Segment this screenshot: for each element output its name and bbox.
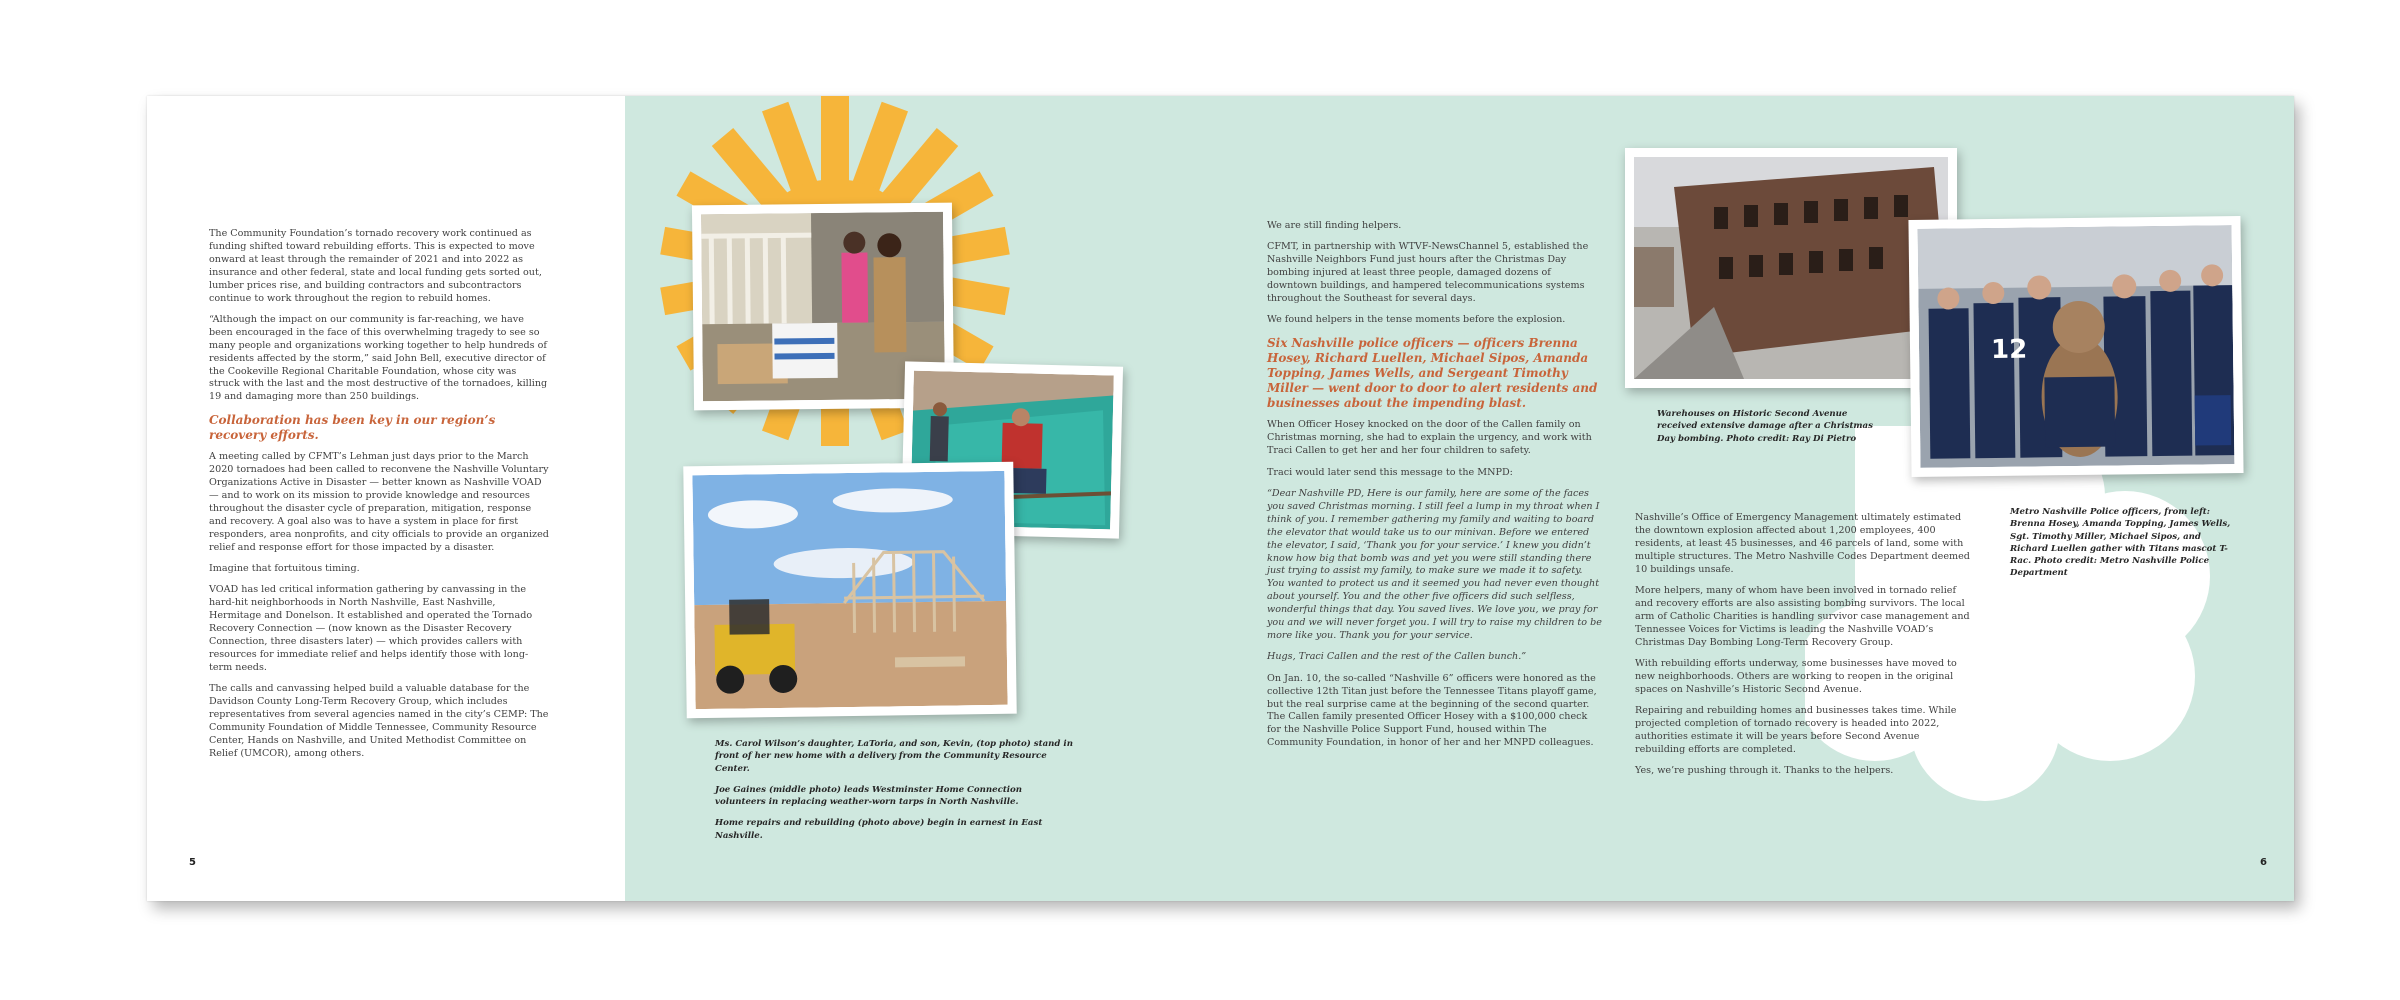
page-number: 6 xyxy=(2260,857,2267,868)
caption: Home repairs and rebuilding (photo above) begin in earnest in East Nashville. xyxy=(715,818,1043,841)
right-page xyxy=(625,96,2294,901)
paragraph: We found helpers in the tense moments before the explosion. xyxy=(1267,314,1566,326)
letter-quote: “Dear Nashville PD, Here is our family, here are some of the faces you saved Christmas morning. I still feel a lump in my throat when I think of you. I remember gathering my family and waiting to board the elevator that would take us to our minivan. Before we entered the elevator, I said, ‘Thank you for your service.’ I knew you didn’t know how big that bomb was and yet you were still standing there just trying to assist my family, to make sure we made it to safety. You wanted to protect us and it seemed you had never even thought about yourself. You and the other five officers did such selfless, wonderful things that day. You saved lives. We love you, we pray for you and we will never forget you. I will try to raise my children to be more like you. Thank you for your service. xyxy=(1267,487,1602,641)
paragraph: A meeting called by CFMT’s Lehman just days prior to the March 2020 tornadoes had been called to reconvene the Nashville Voluntary Organizations Active in Disaster — better known as Nashville VOAD — and to work on its mission to provide knowledge and resources throughout the disaster cycle of preparation, mitigation, response and recovery. A goal also was to have a system in place for first responders, area nonprofits, and city officials to provide an organized relief and response effort for those impacted by a disaster. xyxy=(209,451,549,553)
caption-warehouses: Warehouses on Historic Second Avenue received extensive damage after a Christmas Day bombing. Photo credit: Ray Di Pietro xyxy=(1657,409,1873,444)
paragraph: VOAD has led critical information gathering by canvassing in the hard-hit neighborhoods in North Nashville, East Nashville, Hermitage and Donelson. It established and operated the Tornado Recovery Connection — (now known as the Disaster Recovery Connection, three disasters later) — which provides callers with resources for immediate relief and helps identify those with long-term needs. xyxy=(209,584,533,673)
magazine-spread xyxy=(147,96,2294,901)
caption-police: Metro Nashville Police officers, from left: Brenna Hosey, Amanda Topping, James Wells, Sgt. Timothy Miller, Michael Sipos, and Richard Luellen gather with Titans mascot T-Rac. Photo credit: Metro Nashville Police Department xyxy=(2010,507,2231,579)
letter-signoff: Hugs, Traci Callen and the rest of the Callen bunch.” xyxy=(1267,651,1527,663)
paragraph: CFMT, in partnership with WTVF-NewsChannel 5, established the Nashville Neighbors Fund just hours after the Christmas Day bombing injured at least three people, damaged dozens of downtown buildings, and hampered telecommunications systems throughout the Southeast for several days. xyxy=(1267,241,1589,305)
right-text-column xyxy=(1635,512,1970,787)
paragraph: We are still finding helpers. xyxy=(1267,220,1402,231)
left-text-column xyxy=(209,228,549,769)
middle-text-column xyxy=(1267,220,1602,759)
highlight-quote: Six Nashville police officers — officers Brenna Hosey, Richard Luellen, Michael Sipos, Amanda Topping, James Wells, and Sergeant Timothy Miller — went door to door to alert residents and businesses about the impending blast. xyxy=(1267,335,1598,410)
paragraph: Nashville’s Office of Emergency Management ultimately estimated the downtown explosion affected about 1,200 employees, 400 residents, at least 45 businesses, and 46 parcels of land, some with multiple structures. The Metro Nashville Codes Department deemed 10 buildings unsafe. xyxy=(1635,512,1970,575)
caption: Ms. Carol Wilson’s daughter, LaToria, and son, Kevin, (top photo) stand in front of her new home with a delivery from the Community Resource Center. xyxy=(715,739,1073,774)
paragraph: The Community Foundation’s tornado recovery work continued as funding shifted toward rebuilding efforts. This is expected to move onward at least through the remainder of 2021 and into 2022 as insurance and other federal, state and local funding gets sorted out, lumber prices rise, and building contractors and subcontractors continue to work throughout the region to rebuild homes. xyxy=(209,228,542,304)
paragraph: “Although the impact on our community is far-reaching, we have been encouraged in the face of this overwhelming tragedy to see so many people and organizations working together to help hundreds of residents affected by the storm,” said John Bell, executive director of the Cookeville Regional Charitable Foundation, whose city was struck with the last and the most destructive of the tornadoes, killing 19 and damaging more than 250 buildings. xyxy=(209,313,548,403)
paragraph: Yes, we’re pushing through it. Thanks to the helpers. xyxy=(1635,765,1894,777)
paragraph: Repairing and rebuilding homes and businesses takes time. While projected completion of tornado recovery is headed into 2022, authorities estimate it will be years before Second Avenue rebuilding efforts are completed. xyxy=(1635,705,1957,755)
left-page xyxy=(147,96,625,901)
photo-police-officers xyxy=(1908,216,2243,477)
photo-captions xyxy=(715,738,1075,851)
paragraph: Imagine that fortuitous timing. xyxy=(209,563,360,575)
photo-construction xyxy=(683,462,1016,719)
paragraph: When Officer Hosey knocked on the door of the Callen family on Christmas morning, she had to explain the urgency, and work with Traci Callen to get her and her four children to safety. xyxy=(1267,419,1592,457)
page-number: 5 xyxy=(189,857,196,868)
paragraph: Traci would later send this message to the MNPD: xyxy=(1267,466,1513,478)
photo-warehouses xyxy=(1625,148,1957,388)
caption: Joe Gaines (middle photo) leads Westminster Home Connection volunteers in replacing weather-worn tarps in North Nashville. xyxy=(715,784,1023,808)
jersey-number: 12 xyxy=(1990,334,2028,366)
paragraph: On Jan. 10, the so-called “Nashville 6” officers were honored as the collective 12th Titan just before the Tennessee Titans playoff game, but the real surprise came at the beginning of the second quarter. The Callen family presented Officer Hosey with a $100,000 check for the Nashville Police Support Fund, housed within The Community Foundation, in honor of her and her MNPD colleagues. xyxy=(1267,672,1597,749)
paragraph: The calls and canvassing helped build a valuable database for the Davidson County Long-Term Recovery Group, which includes representatives from several agencies named in the city’s CEMP: The Community Foundation of Middle Tennessee, Community Resource Center, Hands on Nashville, and United Methodist Committee on Relief (UMCOR), among others. xyxy=(209,683,549,759)
subhead: Collaboration has been key in our region’s recovery efforts. xyxy=(209,412,496,442)
paragraph: With rebuilding efforts underway, some businesses have moved to new neighborhoods. Others are working to reopen in the original spaces on Nashville’s Historic Second Avenue. xyxy=(1635,658,1957,695)
paragraph: More helpers, many of whom have been involved in tornado relief and recovery efforts are also assisting bombing survivors. The local arm of Catholic Charities is handling survivor case management and Tennessee Voices for Victims is leading the Nashville VOAD’s Christmas Day Bombing Long-Term Recovery Group. xyxy=(1635,585,1970,648)
